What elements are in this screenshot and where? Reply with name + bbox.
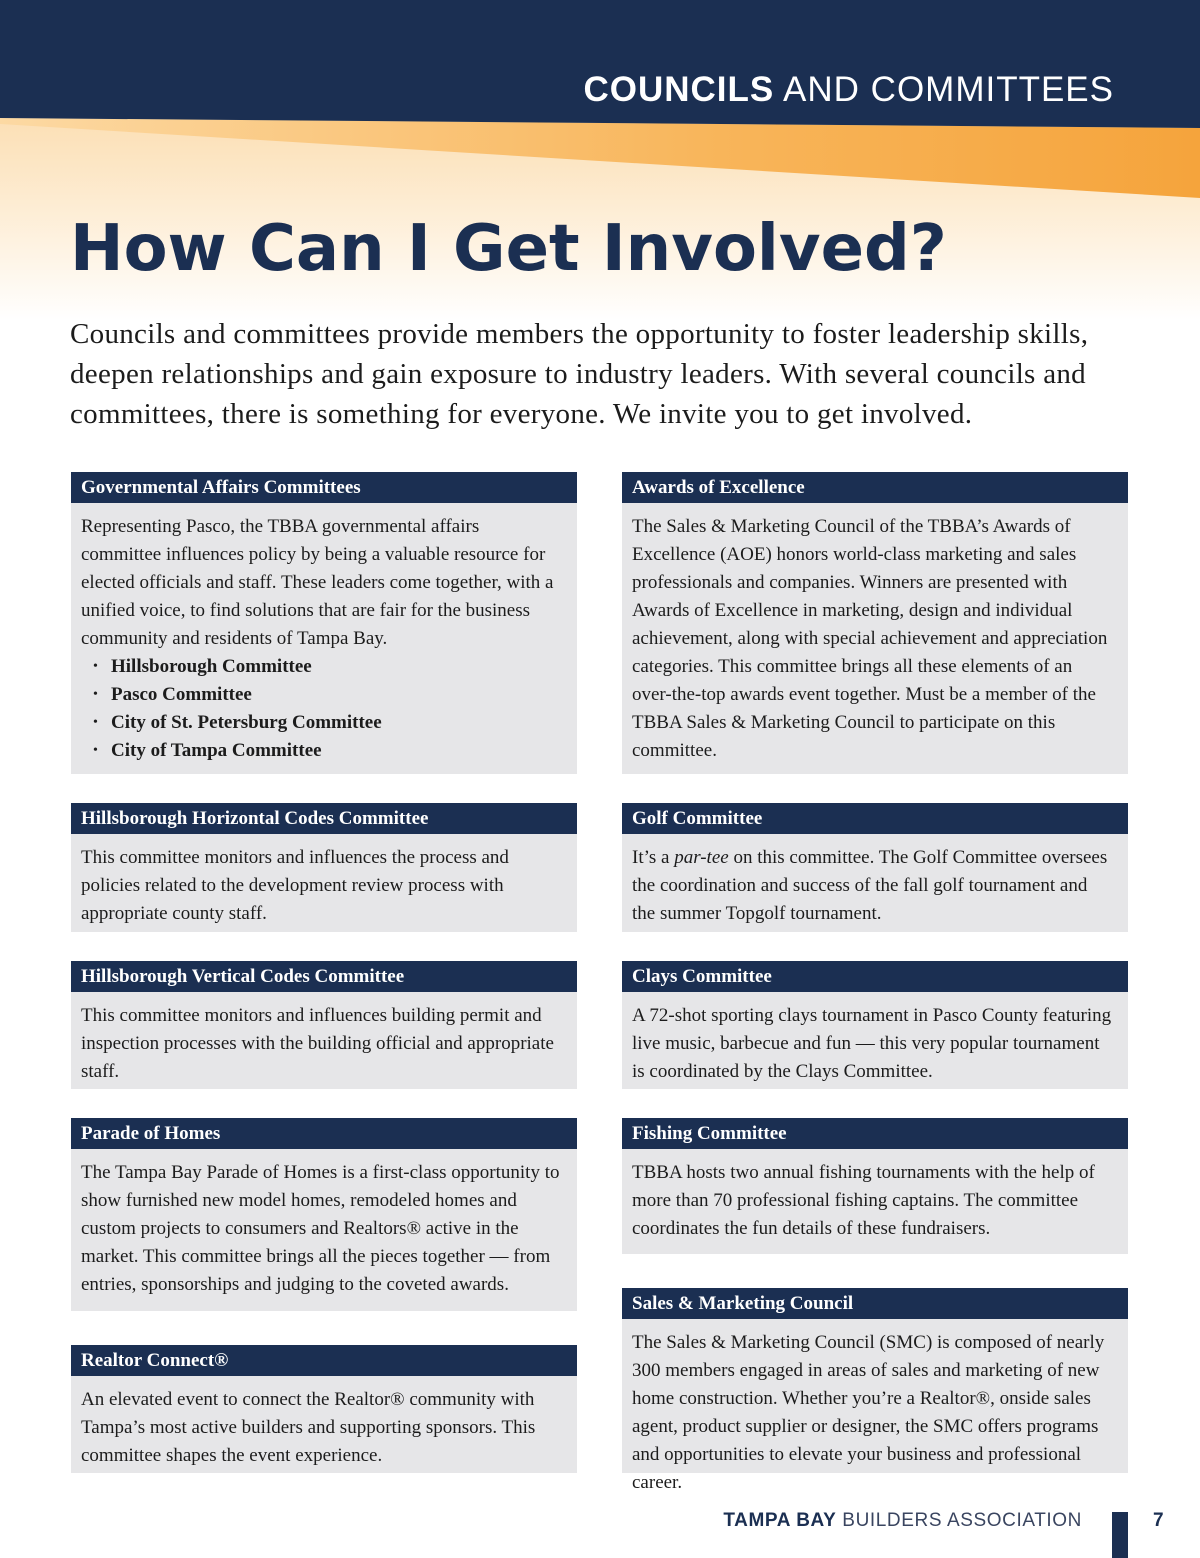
list-item: • City of Tampa Committee: [93, 740, 322, 761]
list-item-label: City of Tampa Committee: [111, 740, 322, 761]
card-body: [71, 834, 577, 940]
list-item: • Pasco Committee: [93, 684, 252, 705]
card-text: The Tampa Bay Parade of Homes is a first-class opportunity to show furnished new model homes, remodeled homes and custom projects to consumers and Realtors® active in the market. This committee brings all the pieces together — from entries, sponsorships and judging to the coveted awards.: [81, 1162, 560, 1295]
card-text: An elevated event to connect the Realtor® community with Tampa’s most active builders and supporting sponsors. This committee shapes the event experience.: [81, 1389, 536, 1466]
card-sales-marketing-council: [622, 1288, 1128, 1493]
card-title: Clays Committee: [622, 961, 1128, 992]
card-text: [632, 844, 1114, 928]
footer-organization: [723, 1510, 1082, 1532]
card-text: A 72-shot sporting clays tournament in Pasco County featuring live music, barbecue and fun — this very popular tournament is coordinated by the Clays Committee.: [632, 1005, 1112, 1082]
footer-org-bold: TAMPA BAY: [723, 1510, 837, 1531]
card-body: [622, 992, 1128, 1098]
card-clays-committee: [622, 961, 1128, 1089]
list-item-label: Hillsborough Committee: [111, 656, 312, 677]
card-text: The Sales & Marketing Council of the TBBA’s Awards of Excellence (AOE) honors world-class marketing and sales professionals and companies. Winners are presented with Awards of Excellence in marketing, design and individual achievement, along with special achievement and appreciation categories. This committee brings all these elements of an over-the-top awards event together. Must be a member of the TBBA Sales & Marketing Council to participate on this committee.: [632, 516, 1108, 761]
card-title: Awards of Excellence: [622, 472, 1128, 503]
card-text: This committee monitors and influences the process and policies related to the development review process with appropriate county staff.: [81, 847, 509, 924]
card-awards-of-excellence: [622, 472, 1128, 774]
card-text: TBBA hosts two annual fishing tournaments with the help of more than 70 professional fishing captains. The committee coordinates the fun details of these fundraisers.: [632, 1162, 1095, 1239]
footer-org-light: BUILDERS ASSOCIATION: [842, 1510, 1082, 1531]
card-title: Fishing Committee: [622, 1118, 1128, 1149]
card-text: The Sales & Marketing Council (SMC) is composed of nearly 300 members engaged in areas of sales and marketing of new home construction. Whether you’re a Realtor®, onside sales agent, product supplier or designer, the SMC offers programs and opportunities to elevate your business and professional career.: [632, 1332, 1105, 1493]
footer-accent-bar: [1112, 1512, 1128, 1558]
golf-text-end: on this committee. The Golf Committee oversees the coordination and success of the fall golf tournament and the summer Topgolf tournament.: [632, 847, 1108, 924]
card-parade-of-homes: [71, 1118, 577, 1311]
list-item: • City of St. Petersburg Committee: [93, 712, 382, 733]
card-horizontal-codes: [71, 803, 577, 932]
card-title: Sales & Marketing Council: [622, 1288, 1128, 1319]
card-title: Governmental Affairs Committees: [71, 472, 577, 503]
card-body: [622, 1149, 1128, 1255]
card-body: [71, 503, 577, 777]
card-body: [71, 992, 577, 1098]
card-title: Realtor Connect®: [71, 1345, 577, 1376]
card-body: [622, 503, 1128, 777]
section-title-light: AND COMMITTEES: [783, 70, 1114, 109]
list-item: • Hillsborough Committee: [93, 656, 312, 677]
golf-text-start: It’s a: [632, 847, 675, 868]
section-title: [583, 70, 1114, 110]
committee-list: [81, 653, 563, 765]
card-golf-committee: [622, 803, 1128, 932]
card-text: Representing Pasco, the TBBA governmental affairs committee influences policy by being a valuable resource for elected officials and staff. These leaders come together, with a unified voice, to find solutions that are fair for the business community and residents of Tampa Bay.: [81, 516, 554, 649]
golf-pun: par-tee: [674, 847, 729, 868]
list-item-label: Pasco Committee: [111, 684, 252, 705]
page-title: How Can I Get Involved?: [70, 212, 947, 286]
card-body: [71, 1376, 577, 1482]
section-title-bold: COUNCILS: [583, 70, 775, 109]
card-fishing-committee: [622, 1118, 1128, 1254]
card-body: [71, 1149, 577, 1311]
card-title: Golf Committee: [622, 803, 1128, 834]
card-text: This committee monitors and influences building permit and inspection processes with the building official and appropriate staff.: [81, 1005, 554, 1082]
card-governmental-affairs: [71, 472, 577, 774]
card-body: [622, 834, 1128, 940]
card-title: Hillsborough Vertical Codes Committee: [71, 961, 577, 992]
card-title: Hillsborough Horizontal Codes Committee: [71, 803, 577, 834]
page-number: 7: [1153, 1510, 1164, 1531]
intro-paragraph: Councils and committees provide members the opportunity to foster leadership skills, deepen relationships and gain exposure to industry leaders. With several councils and committees, there is something for everyone. We invite you to get involved.: [70, 318, 1089, 430]
card-body: [622, 1319, 1128, 1509]
card-vertical-codes: [71, 961, 577, 1089]
card-title: Parade of Homes: [71, 1118, 577, 1149]
list-item-label: City of St. Petersburg Committee: [111, 712, 382, 733]
card-realtor-connect: [71, 1345, 577, 1473]
